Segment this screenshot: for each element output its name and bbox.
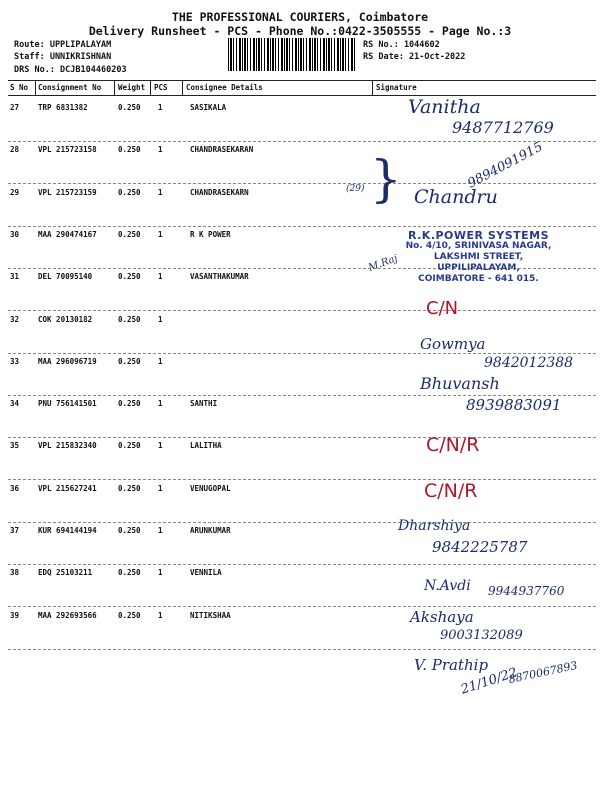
cell-pcs: 1 xyxy=(158,272,163,282)
phone-r39: 8870067893 xyxy=(507,658,579,687)
phone-r32: 9842012388 xyxy=(484,355,574,371)
cell-consignment-no: MAA 296096719 xyxy=(38,356,97,366)
signature-r33: Bhuvansh xyxy=(420,374,500,393)
cell-pcs: 1 xyxy=(158,568,163,578)
cell-consignment-no: MAA 290474167 xyxy=(38,229,97,239)
table-row xyxy=(0,312,600,360)
drs-number: DRS No.: DCJB104460203 xyxy=(14,65,127,75)
column-divider xyxy=(150,81,151,95)
route-label: Route: UPPLIPALAYAM xyxy=(14,40,112,50)
cell-pcs: 1 xyxy=(158,187,163,197)
column-divider xyxy=(114,81,115,95)
cell-consignee: VASANTHAKUMAR xyxy=(190,272,249,282)
col-header-consignee: Consignee Details xyxy=(186,83,263,92)
cell-weight: 0.250 xyxy=(118,399,141,409)
cell-sno: 31 xyxy=(10,272,20,282)
stamp-line: UPPILIPALAYAM, xyxy=(437,263,520,273)
cell-sno: 30 xyxy=(10,229,20,239)
signature-r37: N.Avdi xyxy=(424,578,471,594)
header-top-rule xyxy=(8,80,596,81)
cell-consignment-no: PNU 756141501 xyxy=(38,399,97,409)
phone-r28: 9894091915 xyxy=(465,139,546,192)
runsheet-title: THE PROFESSIONAL COURIERS, Coimbatore xyxy=(171,10,429,24)
brace-mark: } xyxy=(370,150,402,208)
cell-consignee: CHANDRASEKARAN xyxy=(190,145,254,155)
col-header-consignment: Consignment No xyxy=(38,83,102,92)
stamp-company-name: R.K.POWER SYSTEMS xyxy=(407,229,550,242)
date-r39: 21/10/22 xyxy=(459,665,520,698)
header-bottom-rule xyxy=(8,95,596,96)
cnr-mark-r34: C/N/R xyxy=(426,434,480,456)
col-header-pcs: PCS xyxy=(154,83,168,92)
cell-consignee: CHANDRASEKARN xyxy=(190,187,249,197)
row-marker-r29: (29) xyxy=(346,184,365,194)
rs-date: RS Date: 21-Oct-2022 xyxy=(363,52,466,62)
cell-weight: 0.250 xyxy=(118,610,141,620)
phone-r36: 9842225787 xyxy=(432,538,528,556)
cell-weight: 0.250 xyxy=(118,483,141,493)
cell-consignment-no: EDQ 25103211 xyxy=(38,568,93,578)
cn-mark-r31: C/N xyxy=(426,298,459,319)
stamp-line: LAKSHMI STREET, xyxy=(433,252,524,262)
barcode xyxy=(228,38,356,71)
cell-pcs: 1 xyxy=(158,399,163,409)
cell-consignment-no: TRP 6831382 xyxy=(38,103,88,112)
cell-weight: 0.250 xyxy=(118,314,141,324)
row-separator xyxy=(8,649,596,650)
cell-consignee: NITIKSHAA xyxy=(190,610,231,620)
col-header-weight: Weight xyxy=(118,83,146,92)
column-divider xyxy=(35,81,36,95)
cell-pcs: 1 xyxy=(158,483,163,493)
cell-sno: 27 xyxy=(10,103,20,112)
cell-sno: 36 xyxy=(10,483,20,493)
cell-pcs: 1 xyxy=(158,610,163,620)
cell-weight: 0.250 xyxy=(118,526,141,535)
cell-consignee: LALITHA xyxy=(190,441,222,451)
cell-consignment-no: VPL 215723159 xyxy=(38,187,97,197)
cell-consignment-no: MAA 292693566 xyxy=(38,610,97,620)
cnr-mark-r35: C/N/R xyxy=(424,480,478,502)
table-row xyxy=(0,438,600,486)
cell-consignee: VENUGOPAL xyxy=(190,483,231,493)
signature-r30: M.Raj xyxy=(367,253,400,274)
signature-r36: Dharshiya xyxy=(398,518,471,534)
column-divider xyxy=(182,81,183,95)
cell-sno: 39 xyxy=(10,610,20,620)
stamp-line: COIMBATORE - 641 015. xyxy=(418,274,539,284)
cell-weight: 0.250 xyxy=(118,145,141,155)
cell-sno: 28 xyxy=(10,145,20,155)
rs-number: RS No.: 1044602 xyxy=(363,40,440,50)
signature-r38: Akshaya xyxy=(410,608,474,626)
table-row xyxy=(0,185,600,233)
cell-consignment-no: VPL 215723158 xyxy=(38,145,97,155)
cell-sno: 32 xyxy=(10,314,20,324)
cell-consignee: R K POWER xyxy=(190,229,231,239)
col-header-signature: Signature xyxy=(376,83,417,92)
cell-sno: 34 xyxy=(10,399,20,409)
cell-sno: 37 xyxy=(10,526,20,535)
cell-weight: 0.250 xyxy=(118,103,141,112)
cell-pcs: 1 xyxy=(158,314,163,324)
cell-consignment-no: VPL 215627241 xyxy=(38,483,97,493)
cell-consignee: SANTHI xyxy=(190,399,218,409)
cell-weight: 0.250 xyxy=(118,272,141,282)
cell-weight: 0.250 xyxy=(118,568,141,578)
runsheet-subtitle: Delivery Runsheet - PCS - Phone No.:0422-3505555 - Page No.:3 xyxy=(88,24,512,38)
signature-r32: Gowmya xyxy=(420,335,486,353)
cell-weight: 0.250 xyxy=(118,187,141,197)
phone-r37: 9944937760 xyxy=(488,584,565,598)
cell-pcs: 1 xyxy=(158,356,163,366)
phone-r33: 8939883091 xyxy=(466,396,562,414)
cell-consignment-no: KUR 694144194 xyxy=(38,526,97,535)
cell-consignment-no: COK 20130182 xyxy=(38,314,93,324)
stamp-line: No. 4/10, SRINIVASA NAGAR, xyxy=(405,241,552,251)
phone-r38: 9003132089 xyxy=(440,628,523,643)
cell-pcs: 1 xyxy=(158,526,163,535)
signature-r39: V. Prathip xyxy=(414,656,489,674)
cell-weight: 0.250 xyxy=(118,229,141,239)
cell-pcs: 1 xyxy=(158,103,163,112)
table-row xyxy=(0,481,600,529)
cell-consignee: ARUNKUMAR xyxy=(190,526,231,535)
cell-consignee: SASIKALA xyxy=(190,103,227,112)
cell-pcs: 1 xyxy=(158,145,163,155)
cell-sno: 33 xyxy=(10,356,20,366)
phone-r27: 9487712769 xyxy=(452,118,554,137)
cell-consignment-no: DEL 70095140 xyxy=(38,272,93,282)
cell-consignment-no: VPL 215832340 xyxy=(38,441,97,451)
col-header-sno: S No xyxy=(10,83,29,92)
cell-sno: 38 xyxy=(10,568,20,578)
company-stamp xyxy=(396,230,561,285)
cell-weight: 0.250 xyxy=(118,356,141,366)
staff-label: Staff: UNNIKRISHNAN xyxy=(14,52,112,62)
cell-weight: 0.250 xyxy=(118,441,141,451)
cell-pcs: 1 xyxy=(158,441,163,451)
cell-sno: 29 xyxy=(10,187,20,197)
column-divider xyxy=(372,81,373,95)
cell-sno: 35 xyxy=(10,441,20,451)
cell-pcs: 1 xyxy=(158,229,163,239)
signature-r29: Chandru xyxy=(414,186,498,208)
cell-consignee: VENNILA xyxy=(190,568,222,578)
signature-r27: Vanitha xyxy=(408,96,481,118)
